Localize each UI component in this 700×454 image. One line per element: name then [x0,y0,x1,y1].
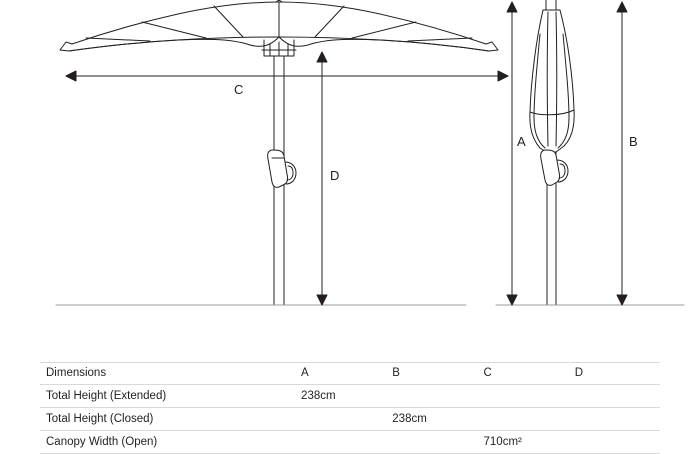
dimension-arrow-c [66,71,508,81]
header-d: D [569,362,660,385]
row-value-d [569,431,660,454]
row-label: Total Height (Extended) [40,385,295,408]
row-label: Canopy Width (Open) [40,431,295,454]
row-value-d [569,385,660,408]
dimension-label-a: A [517,134,526,149]
table-row [40,431,660,454]
row-value-c [478,385,569,408]
table-header-row [40,362,660,385]
dimensions-table [40,362,660,454]
row-value-a: 238cm [295,385,386,408]
row-label: Total Height (Closed) [40,408,295,431]
row-value-a [295,408,386,431]
row-value-b [386,431,477,454]
dimension-label-d: D [330,168,340,183]
dimension-arrow-a [507,2,517,305]
row-value-b [386,385,477,408]
row-value-c: 710cm² [478,431,569,454]
dimension-arrow-b [617,2,627,305]
row-value-a [295,431,386,454]
table-row [40,385,660,408]
header-a: A [295,362,386,385]
header-c: C [478,362,569,385]
header-dimensions: Dimensions [40,362,295,385]
dimension-label-b: B [629,134,638,149]
row-value-d [569,408,660,431]
dimension-arrow-d [317,52,327,305]
dimension-label-c: C [234,82,244,97]
row-value-c [478,408,569,431]
row-value-b: 238cm [386,408,477,431]
open-parasol-graphic [56,0,498,305]
closed-parasol-graphic [496,0,684,305]
header-b: B [386,362,477,385]
table-row [40,408,660,431]
